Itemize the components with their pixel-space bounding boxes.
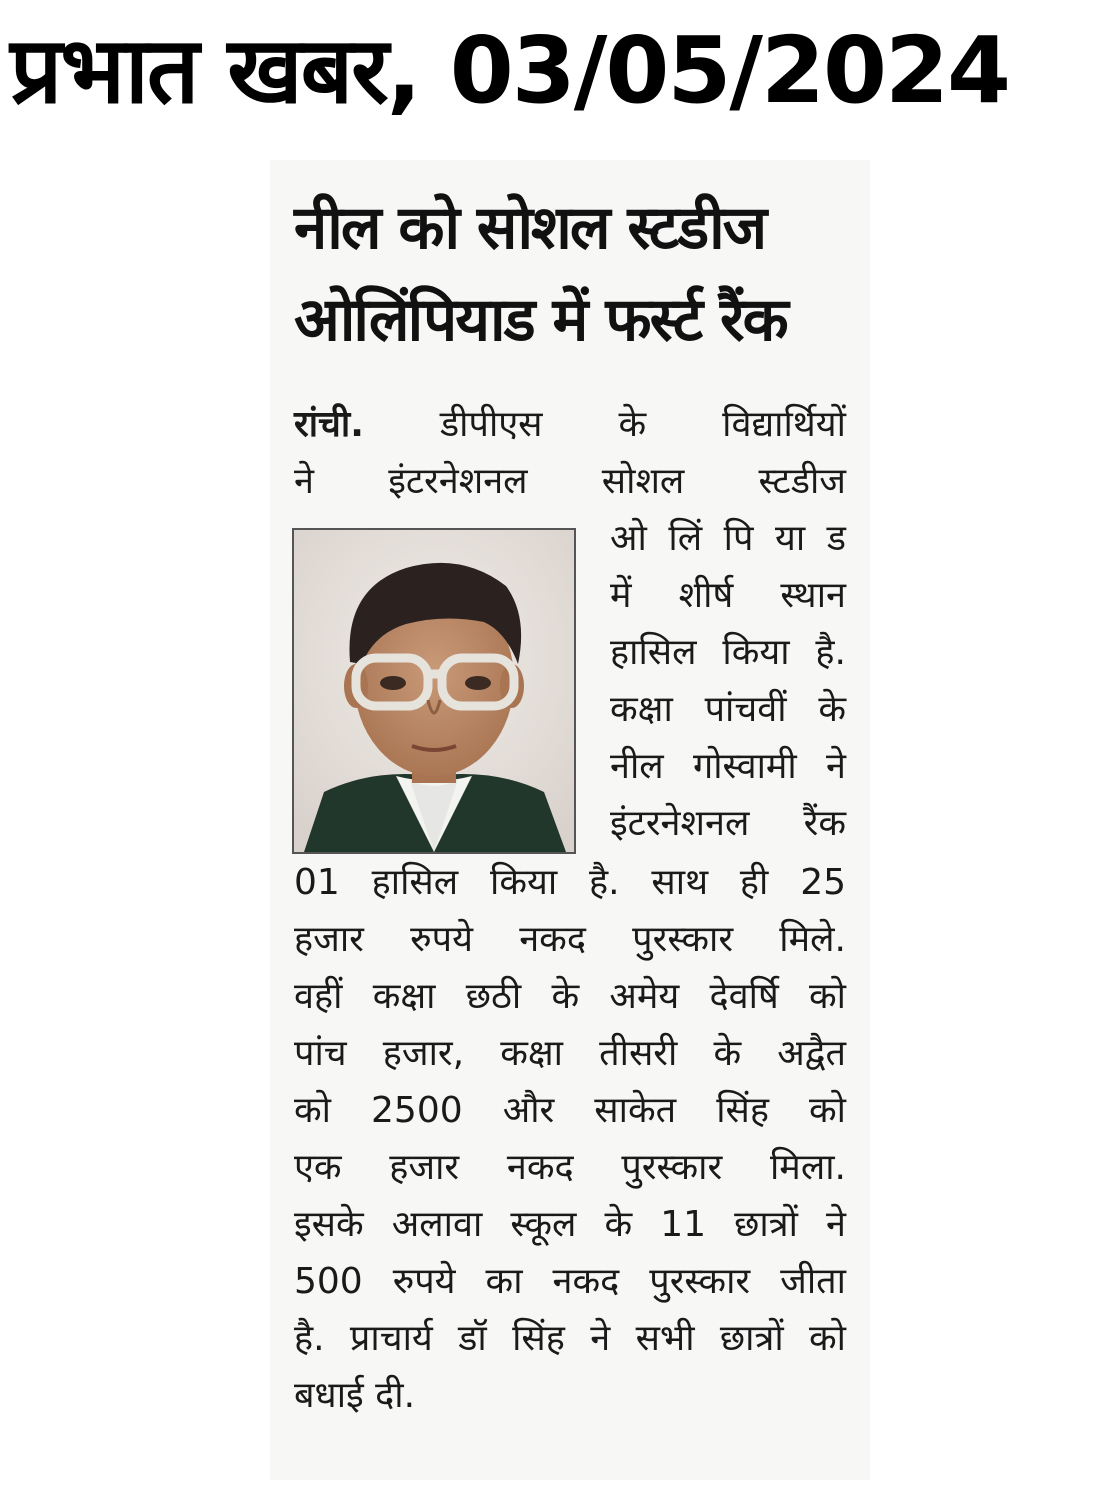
headline-line-1: नील को सोशल स्टडीज [294,193,766,263]
body-line-1-text: डीपीएस के विद्यार्थियों [439,404,846,445]
body-line-12: पांच हजार, कक्षा तीसरी के अद्वैत [294,1033,846,1074]
student-photo [292,528,576,854]
body-line-17: है. प्राचार्य डॉ सिंह ने सभी छात्रों को [294,1318,846,1359]
body-line-5: हासिल किया है. [610,632,846,673]
body-line-14: एक हजार नकद पुरस्कार मिला. [294,1147,846,1188]
body-line-9: 01 हासिल किया है. साथ ही 25 [294,862,846,903]
body-line-6: कक्षा पांचवीं के [610,689,846,730]
body-line-8: इंटरनेशनल रैंक [610,803,846,844]
body-line-7: नील गोस्वामी ने [610,746,846,787]
body-line-10: हजार रुपये नकद पुरस्कार मिले. [294,919,846,960]
headline-line-2: ओलिंपियाड में फर्स्ट रैंक [294,285,787,355]
body-line-13: को 2500 और साकेत सिंह को [294,1090,846,1131]
body-line-18: बधाई दी. [294,1375,416,1416]
dateline: रांची. [294,404,364,445]
body-line-16: 500 रुपये का नकद पुरस्कार जीता [294,1261,846,1302]
body-line-2: ने इंटरनेशनल सोशल स्टडीज [294,461,846,502]
body-line-4: में शीर्ष स्थान [610,575,846,616]
body-line-11: वहीं कक्षा छठी के अमेय देवर्षि को [294,976,846,1017]
student-portrait-image [294,530,574,852]
body-line-15: इसके अलावा स्कूल के 11 छात्रों ने [294,1204,846,1245]
news-clipping [270,160,870,1480]
body-line-1 [294,400,846,450]
masthead-title: प्रभात खबर, 03/05/2024 [10,17,1010,124]
body-line-3: ओ लिं पि या ड [610,518,846,559]
